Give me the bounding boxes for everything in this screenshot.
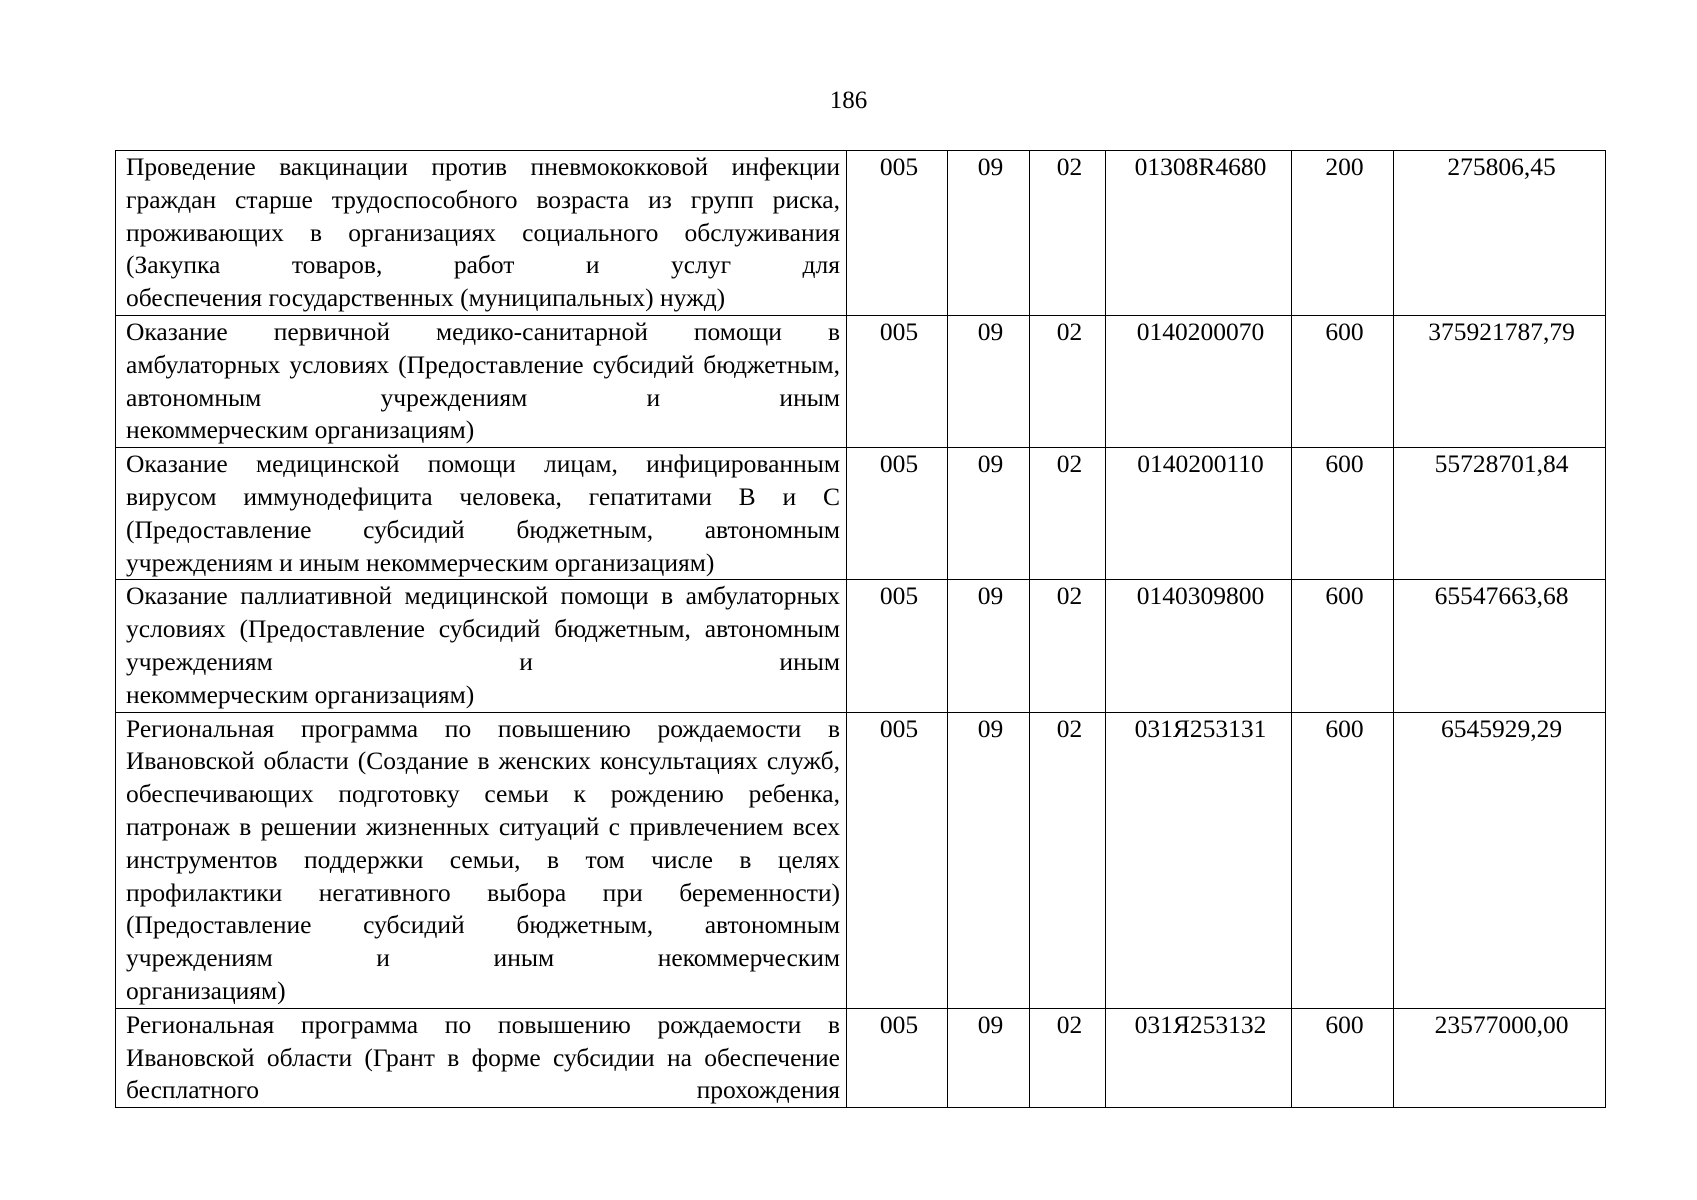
target-article-code: 0140200070 xyxy=(1106,315,1292,447)
subsection-code: 02 xyxy=(1030,448,1106,580)
subsection-code: 02 xyxy=(1030,315,1106,447)
row-description-text: Оказание медицинской помощи лицам, инфицированным вирусом иммунодефицита человека, гепатитами В и С (Предоставление субсидий бюджетным, автономным xyxy=(126,449,840,544)
table-row xyxy=(116,151,1606,316)
table-row xyxy=(116,315,1606,447)
row-description-tail: организациям) xyxy=(126,975,286,1005)
amount: 375921787,79 xyxy=(1394,315,1606,447)
expense-type-code: 200 xyxy=(1292,151,1394,316)
row-description xyxy=(116,315,847,447)
subsection-code: 02 xyxy=(1030,1008,1106,1107)
table-row xyxy=(116,448,1606,580)
expense-type-code: 600 xyxy=(1292,580,1394,712)
section-code: 09 xyxy=(948,151,1030,316)
ministry-code: 005 xyxy=(847,1008,948,1107)
table-row xyxy=(116,712,1606,1008)
target-article-code: 0140200110 xyxy=(1106,448,1292,580)
ministry-code: 005 xyxy=(847,151,948,316)
ministry-code: 005 xyxy=(847,580,948,712)
row-description-tail: обеспечения государственных (муниципальных) нужд) xyxy=(126,283,726,313)
expense-type-code: 600 xyxy=(1292,448,1394,580)
row-description xyxy=(116,151,847,316)
ministry-code: 005 xyxy=(847,448,948,580)
section-code: 09 xyxy=(948,1008,1030,1107)
section-code: 09 xyxy=(948,448,1030,580)
table-row xyxy=(116,580,1606,712)
subsection-code: 02 xyxy=(1030,151,1106,316)
target-article-code: 0140309800 xyxy=(1106,580,1292,712)
budget-table xyxy=(115,150,1606,1108)
expense-type-code: 600 xyxy=(1292,1008,1394,1107)
row-description-tail: некоммерческим организациям) xyxy=(126,415,475,445)
amount: 275806,45 xyxy=(1394,151,1606,316)
row-description xyxy=(116,580,847,712)
ministry-code: 005 xyxy=(847,315,948,447)
amount: 55728701,84 xyxy=(1394,448,1606,580)
subsection-code: 02 xyxy=(1030,580,1106,712)
table-row xyxy=(116,1008,1606,1107)
amount: 65547663,68 xyxy=(1394,580,1606,712)
row-description-text: Оказание паллиативной медицинской помощи в амбулаторных условиях (Предоставление субсидий бюджетным, автономным учреждениям и иным xyxy=(126,581,840,676)
section-code: 09 xyxy=(948,580,1030,712)
row-description-tail: учреждениям и иным некоммерческим организациям) xyxy=(126,547,715,577)
section-code: 09 xyxy=(948,712,1030,1008)
subsection-code: 02 xyxy=(1030,712,1106,1008)
expense-type-code: 600 xyxy=(1292,712,1394,1008)
section-code: 09 xyxy=(948,315,1030,447)
row-description xyxy=(116,1008,847,1107)
row-description xyxy=(116,712,847,1008)
target-article-code: 01308R4680 xyxy=(1106,151,1292,316)
row-description-text: Проведение вакцинации против пневмококковой инфекции граждан старше трудоспособного возраста из групп риска, проживающих в организациях социального обслуживания (Закупка товаров, работ и услуг для xyxy=(126,152,840,280)
ministry-code: 005 xyxy=(847,712,948,1008)
target-article-code: 031Я253131 xyxy=(1106,712,1292,1008)
target-article-code: 031Я253132 xyxy=(1106,1008,1292,1107)
row-description-text: Региональная программа по повышению рождаемости в Ивановской области (Грант в форме субсидии на обеспечение бесплатного прохождения xyxy=(126,1009,840,1105)
row-description-tail: некоммерческим организациям) xyxy=(126,679,475,709)
row-description-text: Региональная программа по повышению рождаемости в Ивановской области (Создание в женских консультациях служб, обеспечивающих подготовку семьи к рождению ребенка, патронаж в решении жизненных ситуаций с привлечением всех инструментов поддержки семьи, в том числе в целях профилактики негативного выбора при беременности) (Предоставление субсидий бюджетным, автономным учреждениям и иным некоммерческим xyxy=(126,713,840,973)
row-description-text: Оказание первичной медико-санитарной помощи в амбулаторных условиях (Предоставление субсидий бюджетным, автономным учреждениям и иным xyxy=(126,316,840,412)
amount: 23577000,00 xyxy=(1394,1008,1606,1107)
amount: 6545929,29 xyxy=(1394,712,1606,1008)
expense-type-code: 600 xyxy=(1292,315,1394,447)
row-description xyxy=(116,448,847,580)
page-number: 186 xyxy=(829,87,868,114)
